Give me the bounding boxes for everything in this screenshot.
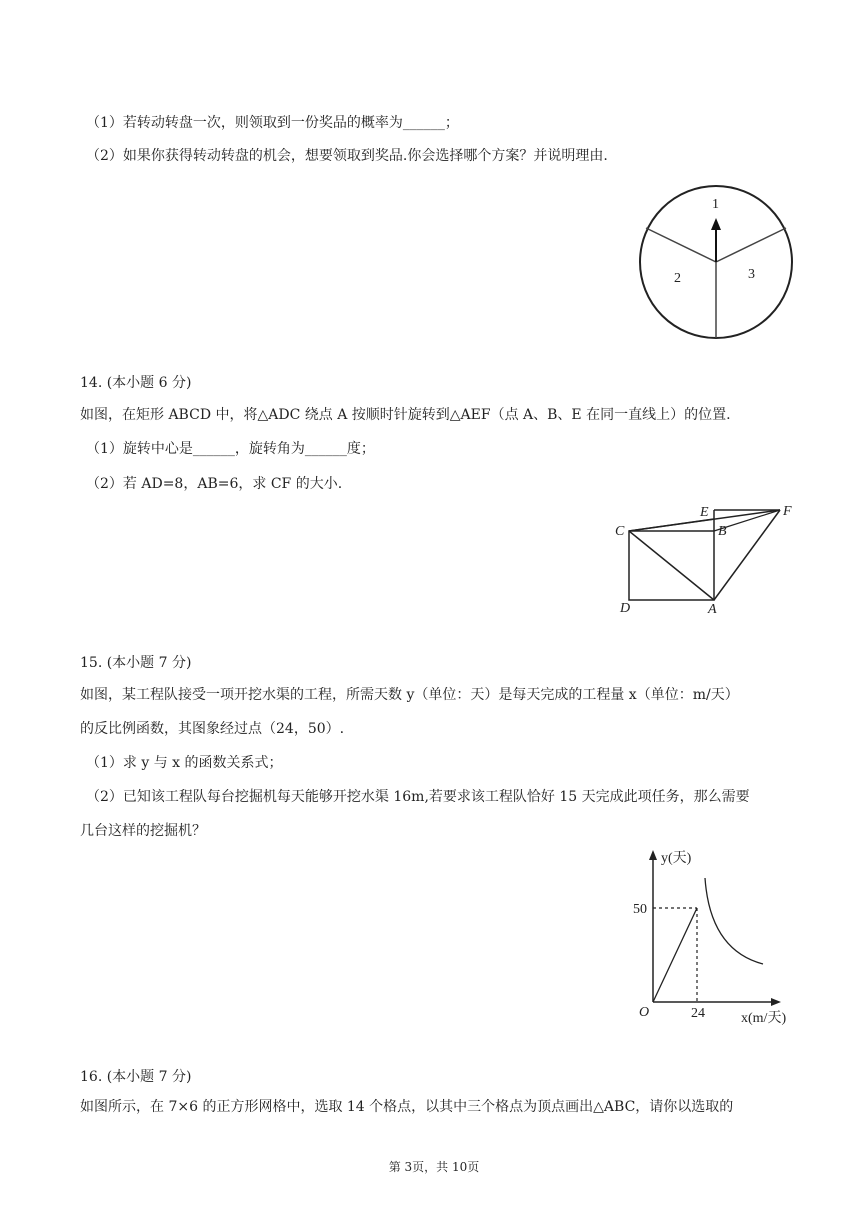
y-tick-50: 50 bbox=[633, 902, 647, 917]
q13-part2: （2）如果你获得转动转盘的机会，想要领取到奖品.你会选择哪个方案？并说明理由. bbox=[86, 148, 608, 164]
spinner-label-1: 1 bbox=[712, 197, 719, 212]
point-label-b: B bbox=[718, 524, 727, 539]
q14-part2: （2）若 AD=8，AB=6，求 CF 的大小. bbox=[86, 476, 343, 492]
spinner-divider-left bbox=[646, 228, 716, 262]
hyperbola-curve bbox=[705, 878, 763, 964]
y-axis-label: y(天) bbox=[661, 851, 692, 866]
spinner-divider-right bbox=[716, 228, 786, 262]
point-label-f: F bbox=[783, 504, 792, 519]
x-axis-arrow bbox=[771, 998, 781, 1006]
diagonal-ac bbox=[629, 531, 714, 600]
q14-part1: （1）旋转中心是______，旋转角为______度； bbox=[86, 441, 375, 457]
origin-label: O bbox=[639, 1005, 650, 1020]
spinner-pointer-arrowhead bbox=[711, 218, 721, 230]
page-footer: 第 3页，共 10页 bbox=[388, 1160, 480, 1174]
rectangle-rotation-figure bbox=[610, 500, 800, 620]
q15-part2-line1: （2）已知该工程队每台挖掘机每天能够开挖水渠 16m,若要求该工程队恰好 15 天完成此项任务，那么需要 bbox=[86, 789, 750, 805]
q15-stem-line1: 如图，某工程队接受一项开挖水渠的工程，所需天数 y（单位：天）是每天完成的工程量 x（单位：m/天） bbox=[80, 687, 739, 703]
q16-heading: 16. (本小题 7 分) bbox=[80, 1069, 192, 1085]
x-tick-24: 24 bbox=[691, 1006, 705, 1021]
point-label-e: E bbox=[700, 505, 709, 520]
inverse-proportion-graph bbox=[615, 840, 805, 1030]
point-label-d: D bbox=[620, 601, 631, 616]
y-axis-arrow bbox=[649, 850, 657, 860]
q14-heading: 14. (本小题 6 分) bbox=[80, 375, 192, 391]
point-label-a: A bbox=[708, 602, 717, 617]
q15-part1: （1）求 y 与 x 的函数关系式； bbox=[86, 755, 283, 771]
segment-origin-to-point bbox=[653, 908, 697, 1002]
q15-stem-line2: 的反比例函数，其图象经过点（24，50）. bbox=[80, 721, 345, 737]
q14-stem: 如图，在矩形 ABCD 中，将△ADC 绕点 A 按顺时针旋转到△AEF（点 A、B、E 在同一直线上）的位置. bbox=[80, 407, 731, 423]
q13-part1: （1）若转动转盘一次，则领取到一份奖品的概率为______； bbox=[86, 115, 459, 131]
spinner-label-2: 2 bbox=[674, 271, 681, 286]
x-axis-label: x(m/天) bbox=[741, 1011, 787, 1026]
q15-heading: 15. (本小题 7 分) bbox=[80, 655, 192, 671]
q16-stem: 如图所示，在 7×6 的正方形网格中，选取 14 个格点，以其中三个格点为顶点画出△ABC，请你以选取的 bbox=[80, 1099, 734, 1115]
point-label-c: C bbox=[615, 524, 625, 539]
spinner-figure bbox=[630, 180, 800, 345]
spinner-label-3: 3 bbox=[748, 267, 755, 282]
q15-part2-line2: 几台这样的挖掘机？ bbox=[80, 823, 206, 839]
